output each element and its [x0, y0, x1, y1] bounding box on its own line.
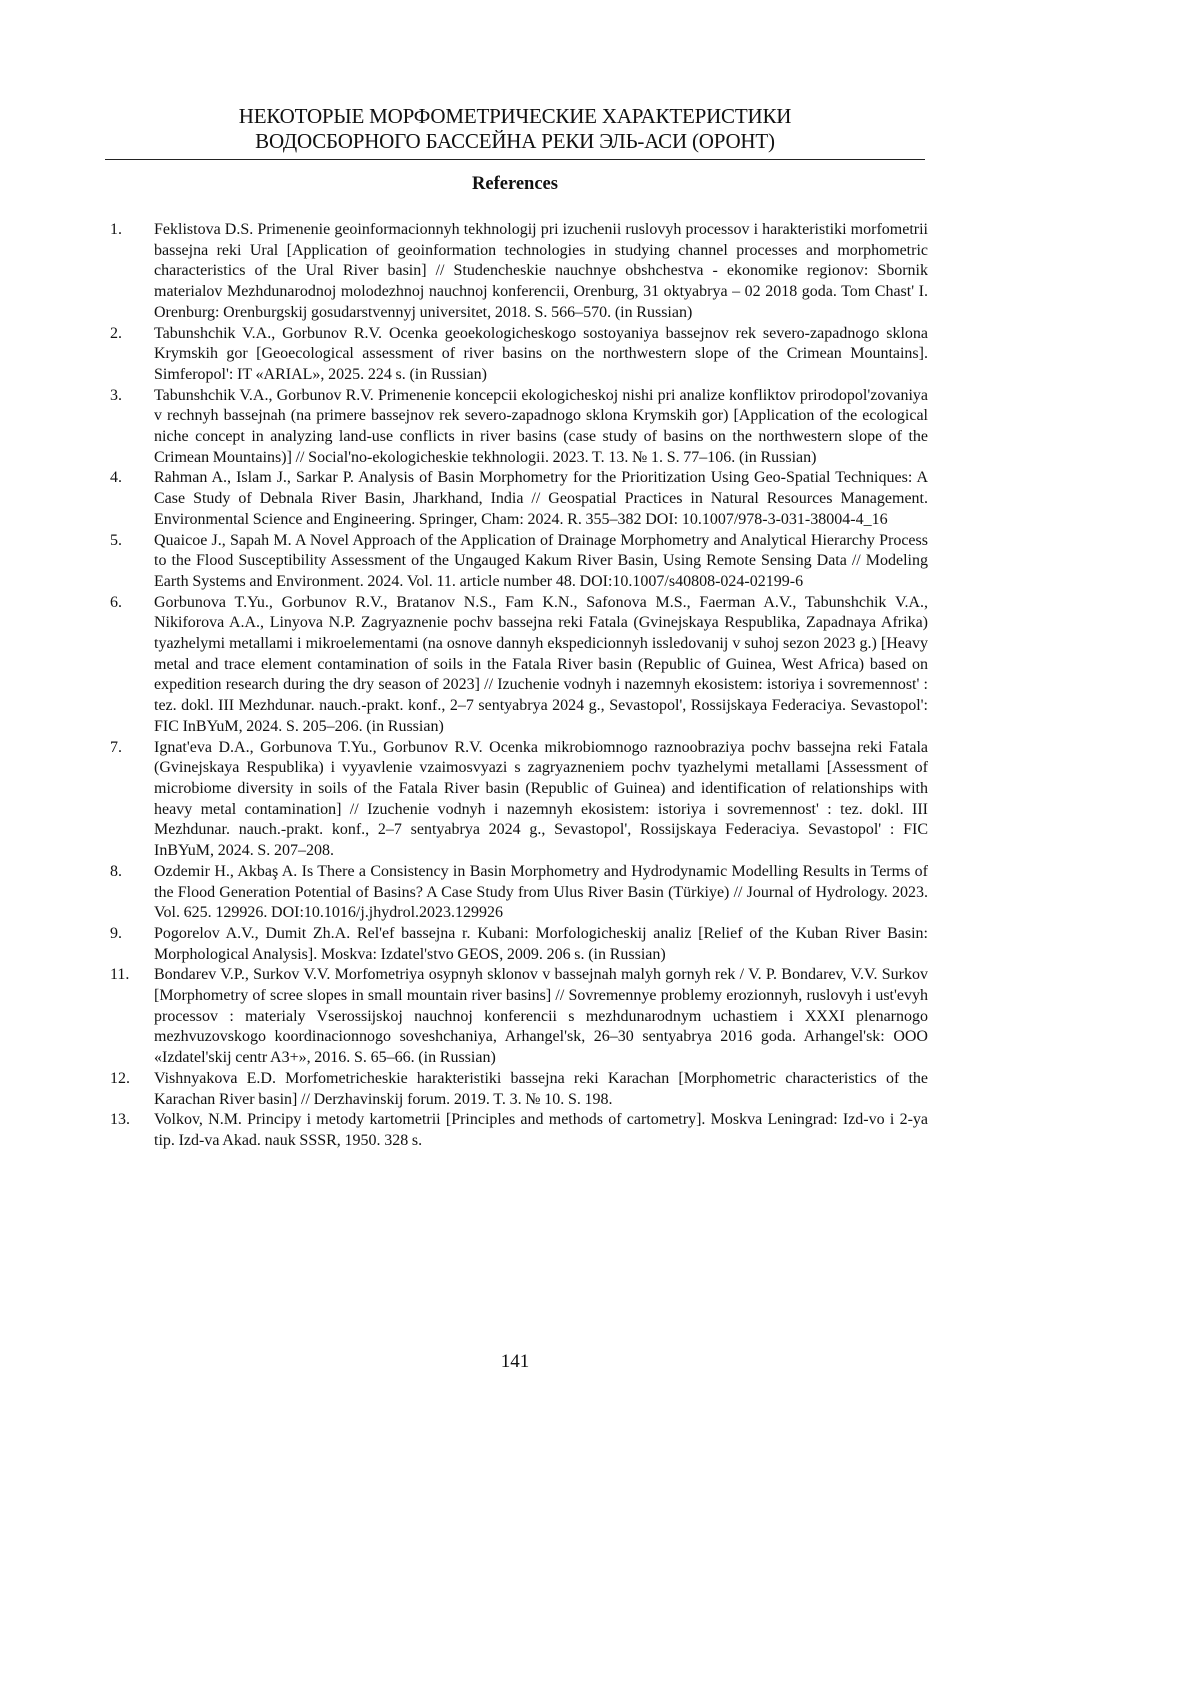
references-heading: References [105, 172, 925, 196]
document-page [0, 0, 1200, 1697]
reference-number: 3. [110, 386, 154, 469]
reference-text: Vishnyakova E.D. Morfometricheskie harakteristiki bassejna reki Karachan [Morphometric characteristics of the Karachan River basin] // Derzhavinskij forum. 2019. T. 3. № 10. S. 198. [154, 1069, 928, 1110]
reference-number: 5. [110, 531, 154, 593]
header-divider [105, 159, 925, 160]
reference-number: 7. [110, 738, 154, 862]
reference-number: 4. [110, 468, 154, 530]
reference-number: 9. [110, 924, 154, 965]
reference-list [110, 220, 928, 1152]
reference-item [110, 1110, 928, 1151]
reference-item [110, 738, 928, 862]
reference-item [110, 531, 928, 593]
page-number: 141 [105, 1350, 925, 1374]
running-header-line-1: НЕКОТОРЫЕ МОРФОМЕТРИЧЕСКИЕ ХАРАКТЕРИСТИКИ [105, 104, 925, 129]
reference-number: 2. [110, 324, 154, 386]
reference-item [110, 1069, 928, 1110]
reference-text: Ozdemir H., Akbaş A. Is There a Consistency in Basin Morphometry and Hydrodynamic Modelling Results in Terms of the Flood Generation Potential of Basins? A Case Study from Ulus River Basin (Türkiye) // Journal of Hydrology. 2023. Vol. 625. 129926. DOI:10.1016/j.jhydrol.2023.129926 [154, 862, 928, 924]
reference-number: 8. [110, 862, 154, 924]
reference-item [110, 593, 928, 738]
reference-text: Tabunshchik V.A., Gorbunov R.V. Ocenka geoekologicheskogo sostoyaniya bassejnov rek severo-zapadnogo sklona Krymskih gor [Geoecological assessment of river basins on the northwestern slope of the Crimean Mountains]. Simferopol': IT «ARIAL», 2025. 224 s. (in Russian) [154, 324, 928, 386]
reference-number: 13. [110, 1110, 154, 1151]
reference-text: Bondarev V.P., Surkov V.V. Morfometriya osypnyh sklonov v bassejnah malyh gornyh rek / V. P. Bondarev, V.V. Surkov [Morphometry of scree slopes in small mountain river basins] // Sovremennye problemy erozionnyh, ruslovyh i ust'evyh processov : materialy Vserossijskoj nauchnoj konferencii s mezhdunarodnym uchastiem i XXXI plenarnogo mezhvuzovskogo koordinacionnogo soveshchaniya, Arhangel'sk, 26–30 sentyabrya 2016 goda. Arhangel'sk: OOO «Izdatel'skij centr A3+», 2016. S. 65–66. (in Russian) [154, 965, 928, 1069]
reference-text: Pogorelov A.V., Dumit Zh.A. Rel'ef bassejna r. Kubani: Morfologicheskij analiz [Relief of the Kuban River Basin: Morphological Analysis]. Moskva: Izdatel'stvo GEOS, 2009. 206 s. (in Russian) [154, 924, 928, 965]
reference-text: Gorbunova T.Yu., Gorbunov R.V., Bratanov N.S., Fam K.N., Safonova M.S., Faerman A.V., Tabunshchik V.A., Nikiforova A.A., Linyova N.P. Zagryaznenie pochv bassejna reki Fatala (Gvinejskaya Respublika, Zapadnaya Afrika) tyazhelymi metallami i mikroelementami (na osnove dannyh ekspedicionnyh issledovanij v suhoj sezon 2023 g.) [Heavy metal and trace element contamination of soils in the Fatala River basin (Republic of Guinea, West Africa) based on expedition research during the dry season of 2023] // Izuchenie vodnyh i nazemnyh ekosistem: istoriya i sovremennost' : tez. dokl. III Mezhdunar. nauch.-prakt. konf., 2–7 sentyabrya 2024 g., Sevastopol', Rossijskaya Federaciya. Sevastopol': FIC InBYuM, 2024. S. 205–206. (in Russian) [154, 593, 928, 738]
reference-item [110, 468, 928, 530]
reference-number: 1. [110, 220, 154, 324]
reference-item [110, 862, 928, 924]
running-header [105, 104, 925, 154]
reference-item [110, 386, 928, 469]
reference-text: Rahman A., Islam J., Sarkar P. Analysis of Basin Morphometry for the Prioritization Using Geo-Spatial Techniques: A Case Study of Debnala River Basin, Jharkhand, India // Geospatial Practices in Natural Resources Management. Environmental Science and Engineering. Springer, Cham: 2024. R. 355–382 DOI: 10.1007/978-3-031-38004-4_16 [154, 468, 928, 530]
reference-number: 12. [110, 1069, 154, 1110]
reference-text: Quaicoe J., Sapah M. A Novel Approach of the Application of Drainage Morphometry and Analytical Hierarchy Process to the Flood Susceptibility Assessment of the Ungauged Kakum River Basin, Using Remote Sensing Data // Modeling Earth Systems and Environment. 2024. Vol. 11. article number 48. DOI:10.1007/s40808-024-02199-6 [154, 531, 928, 593]
reference-number: 11. [110, 965, 154, 1069]
reference-item [110, 220, 928, 324]
reference-text: Feklistova D.S. Primenenie geoinformacionnyh tekhnologij pri izuchenii ruslovyh processov i harakteristiki morfometrii bassejna reki Ural [Application of geoinformation technologies in studying channel processes and morphometric characteristics of the Ural River basin] // Studencheskie nauchnye obshchestva - ekonomike regionov: Sbornik materialov Mezhdunarodnoj molodezhnoj nauchnoj konferencii, Orenburg, 31 oktyabrya – 02 2018 goda. Tom Chast' I. Orenburg: Orenburgskij gosudarstvennyj universitet, 2018. S. 566–570. (in Russian) [154, 220, 928, 324]
reference-text: Ignat'eva D.A., Gorbunova T.Yu., Gorbunov R.V. Ocenka mikrobiomnogo raznoobraziya pochv bassejna reki Fatala (Gvinejskaya Respublika) i vyyavlenie vzaimosvyazi s zagryazneniem pochv tyazhelymi metallami [Assessment of microbiome diversity in soils of the Fatala River basin (Republic of Guinea) and identification of relationships with heavy metal contamination] // Izuchenie vodnyh i nazemnyh ekosistem: istoriya i sovremennost' : tez. dokl. III Mezhdunar. nauch.-prakt. konf., 2–7 sentyabrya 2024 g., Sevastopol', Rossijskaya Federaciya. Sevastopol' : FIC InBYuM, 2024. S. 207–208. [154, 738, 928, 862]
reference-number: 6. [110, 593, 154, 738]
reference-text: Volkov, N.M. Principy i metody kartometrii [Principles and methods of cartometry]. Moskva Leningrad: Izd-vo i 2-ya tip. Izd-va Akad. nauk SSSR, 1950. 328 s. [154, 1110, 928, 1151]
reference-item [110, 965, 928, 1069]
running-header-line-2: ВОДОСБОРНОГО БАССЕЙНА РЕКИ ЭЛЬ-АСИ (ОРОНТ) [105, 129, 925, 154]
reference-item [110, 924, 928, 965]
reference-text: Tabunshchik V.A., Gorbunov R.V. Primenenie koncepcii ekologicheskoj nishi pri analize konfliktov prirodopol'zovaniya v rechnyh bassejnah (na primere bassejnov rek severo-zapadnogo sklona Krymskih gor) [Application of the ecological niche concept in analyzing land-use conflicts in river basins (case study of basins on the northwestern slope of the Crimean Mountains)] // Social'no-ekologicheskie tekhnologii. 2023. T. 13. № 1. S. 77–106. (in Russian) [154, 386, 928, 469]
reference-item [110, 324, 928, 386]
